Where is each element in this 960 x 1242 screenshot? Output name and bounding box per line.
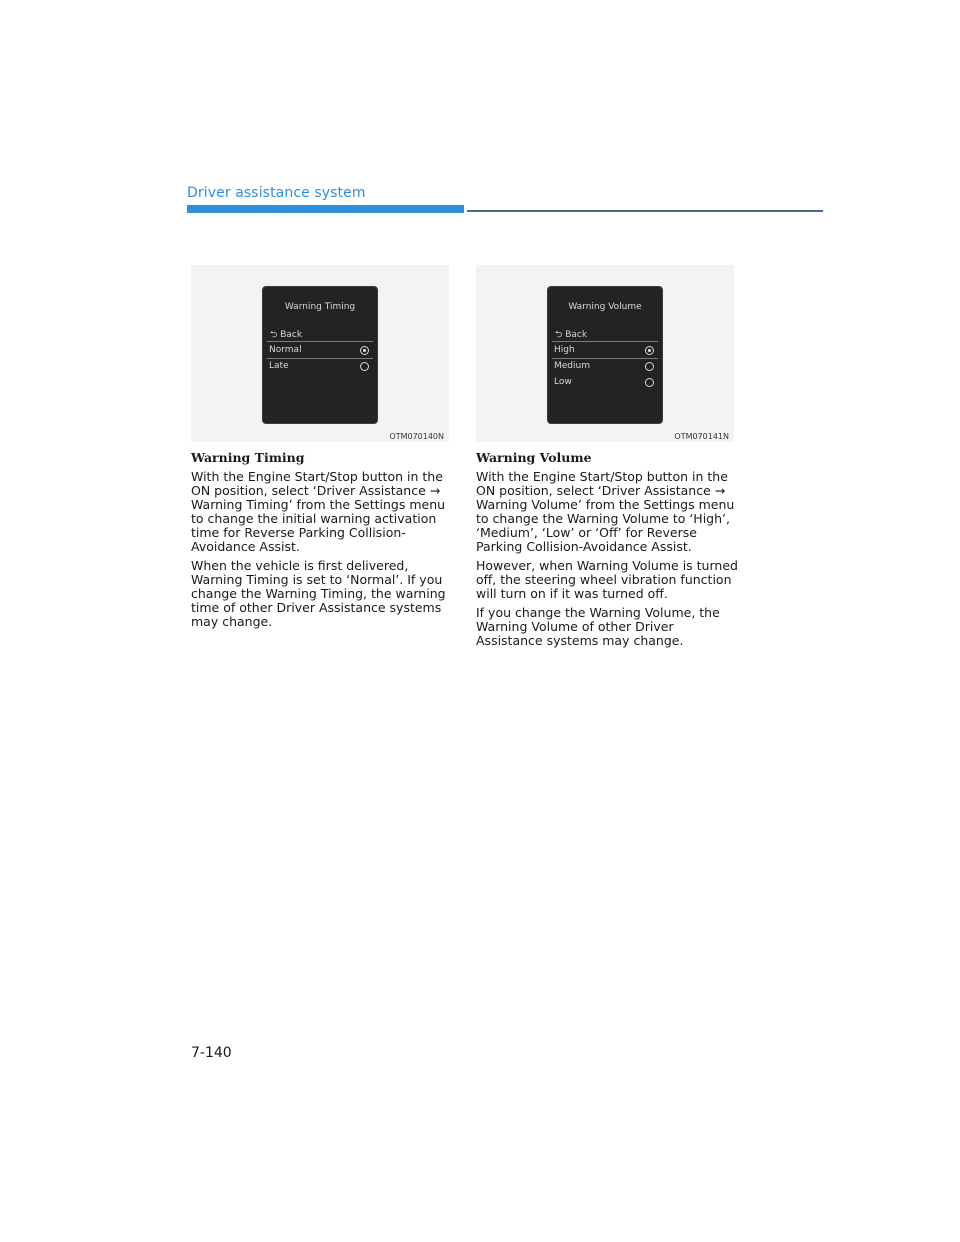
page-number: 7-140 [191,1045,232,1061]
screen-title: Warning Timing [284,302,356,312]
option-item [552,343,658,359]
cluster-screen [547,286,663,424]
section-title: Driver assistance system [187,185,366,201]
radio-empty-icon [645,378,654,387]
back-label: Back [280,330,303,340]
option-label: Medium [554,361,590,371]
section-heading: Warning Timing [191,450,305,465]
paragraph: With the Engine Start/Stop button in the ON position, select ‘Driver Assistance → Warning Volume’ from the Settings menu to change the Warning Volume to ‘High’, ‘Medium’, ‘Low’ or ‘Off’ for Reverse Parking Collision-Avoidance Assist. [476,469,735,554]
header-rule [467,210,823,212]
screen-title: Warning Volume [568,302,642,312]
figure-code: OTM070140N [389,432,444,441]
paragraph: If you change the Warning Volume, the Warning Volume of other Driver Assistance systems may change. [476,605,720,648]
back-label: Back [565,330,588,340]
option-item [552,375,658,390]
paragraph: When the vehicle is first delivered, Warning Timing is set to ‘Normal’. If you change the Warning Timing, the warning time of other Driver Assistance systems may change. [191,558,446,629]
back-arrow-icon: ⮌ [270,330,278,340]
option-label: High [554,345,575,355]
radio-selected-icon [645,346,654,355]
figure-warning-timing [191,265,449,442]
radio-empty-icon [360,362,369,371]
section-heading: Warning Volume [476,450,592,465]
option-label: Normal [269,345,302,355]
divider [267,341,373,342]
divider [552,341,658,342]
option-label: Late [269,361,289,371]
figure-warning-volume [476,265,734,442]
text-column-right [476,450,738,653]
option-item [267,359,373,374]
cluster-screen [262,286,378,424]
option-label: Low [554,377,572,387]
text-column-left [191,450,453,634]
option-item [552,359,658,374]
header-bar [187,205,464,213]
radio-selected-icon [360,346,369,355]
option-item [267,343,373,359]
back-arrow-icon: ⮌ [555,330,563,340]
paragraph: With the Engine Start/Stop button in the ON position, select ‘Driver Assistance → Warning Timing’ from the Settings menu to change the initial warning activation time for Reverse Parking Collision-Avoidance Assist. [191,469,446,554]
figure-code: OTM070141N [674,432,729,441]
radio-empty-icon [645,362,654,371]
paragraph: However, when Warning Volume is turned off, the steering wheel vibration function will turn on if it was turned off. [476,558,738,601]
